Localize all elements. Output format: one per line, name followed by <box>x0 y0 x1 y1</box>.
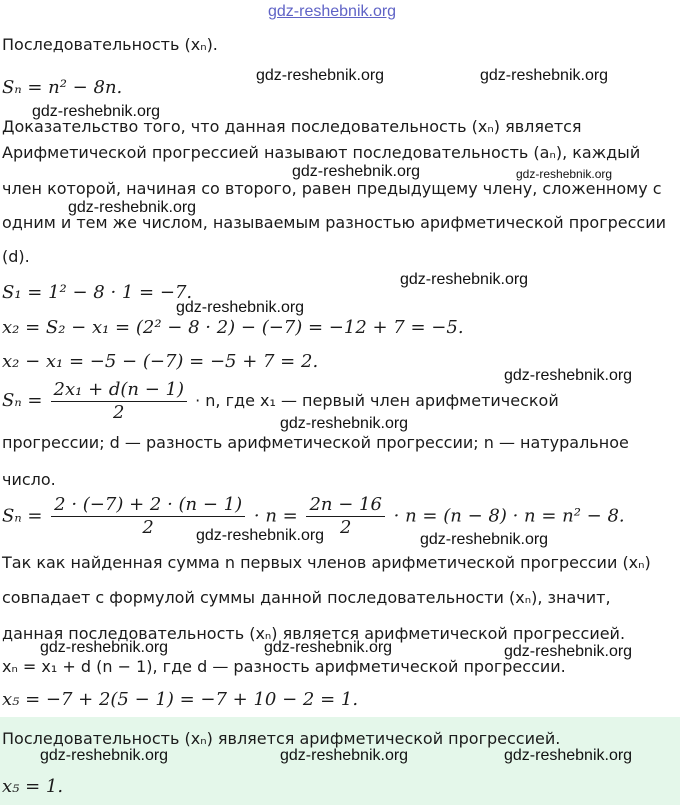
watermark: gdz-reshebnik.org <box>68 199 197 216</box>
watermark: gdz-reshebnik.org <box>40 639 169 656</box>
fraction-numerator: 2n − 16 <box>306 494 384 517</box>
watermark: gdz-reshebnik.org <box>280 415 409 432</box>
watermark: gdz-reshebnik.org <box>504 367 633 384</box>
formula-lhs: Sₙ = <box>2 390 43 411</box>
watermark: gdz-reshebnik.org <box>264 639 393 656</box>
formula-explanation: прогрессии; d — разность арифметической прогрессии; n — натуральное <box>2 433 629 452</box>
s1-computation: S₁ = 1² − 8 · 1 = −7. <box>2 282 193 303</box>
conclusion-line-1: Так как найденная сумма n первых членов арифметической прогрессии (xₙ) <box>2 553 651 572</box>
fraction <box>51 379 187 424</box>
watermark: gdz-reshebnik.org <box>504 747 633 764</box>
formula-rest: · n = (n − 8) · n = n² − 8. <box>393 505 625 527</box>
fraction-denominator: 2 <box>339 517 352 538</box>
answer-statement: Последовательность (xₙ) является арифметической прогрессией. <box>2 729 561 748</box>
watermark: gdz-reshebnik.org <box>400 271 529 288</box>
formula-rest: · n, где x₁ — первый член арифметической <box>195 391 559 410</box>
definition-line-3: одним и тем же числом, называемым разностью арифметической прогрессии <box>2 213 666 232</box>
watermark: gdz-reshebnik.org <box>32 103 161 120</box>
watermark: gdz-reshebnik.org <box>420 531 549 548</box>
conclusion-line-2: совпадает с формулой суммы данной последовательности (xₙ), значит, <box>2 588 611 607</box>
difference-computation: x₂ − x₁ = −5 − (−7) = −5 + 7 = 2. <box>2 351 319 372</box>
formula-lhs: Sₙ = <box>2 505 43 527</box>
watermark: gdz-reshebnik.org <box>196 527 325 544</box>
definition-line-1: Арифметической прогрессией называют последовательность (aₙ), каждый <box>2 143 641 162</box>
fraction-numerator: 2 · (−7) + 2 · (n − 1) <box>51 494 245 517</box>
watermark: gdz-reshebnik.org <box>516 167 613 181</box>
sequence-title: Последовательность (xₙ). <box>2 35 218 54</box>
proof-intro: Доказательство того, что данная последовательность (xₙ) является <box>2 117 582 136</box>
nth-term-formula: xₙ = x₁ + d (n − 1), где d — разность арифметической прогрессии. <box>2 657 566 676</box>
formula-middle: · n = <box>253 505 298 527</box>
sum-formula: Sₙ = n² − 8n. <box>2 77 123 98</box>
watermark: gdz-reshebnik.org <box>40 747 169 764</box>
fraction-denominator: 2 <box>113 402 125 423</box>
fraction-numerator: 2x₁ + d(n − 1) <box>51 379 187 402</box>
formula-explanation-end: число. <box>2 470 56 489</box>
watermark: gdz-reshebnik.org <box>256 67 385 84</box>
watermark: gdz-reshebnik.org <box>280 747 409 764</box>
answer-value: x₅ = 1. <box>2 776 64 797</box>
fraction-denominator: 2 <box>142 517 154 538</box>
conclusion-line-3: данная последовательность (xₙ) является арифметической прогрессией. <box>2 624 626 643</box>
x5-computation: x₅ = −7 + 2(5 − 1) = −7 + 10 − 2 = 1. <box>2 689 359 710</box>
watermark: gdz-reshebnik.org <box>176 299 305 316</box>
definition-line-4: (d). <box>2 247 30 266</box>
watermark: gdz-reshebnik.org <box>292 163 421 180</box>
definition-line-2: член которой, начиная со второго, равен предыдущему члену, сложенному с <box>2 179 662 198</box>
site-link[interactable]: gdz-reshebnik.org <box>268 3 397 20</box>
watermark: gdz-reshebnik.org <box>504 643 633 660</box>
watermark: gdz-reshebnik.org <box>480 67 609 84</box>
x2-computation: x₂ = S₂ − x₁ = (2² − 8 · 2) − (−7) = −12 + 7 = −5. <box>2 317 464 338</box>
